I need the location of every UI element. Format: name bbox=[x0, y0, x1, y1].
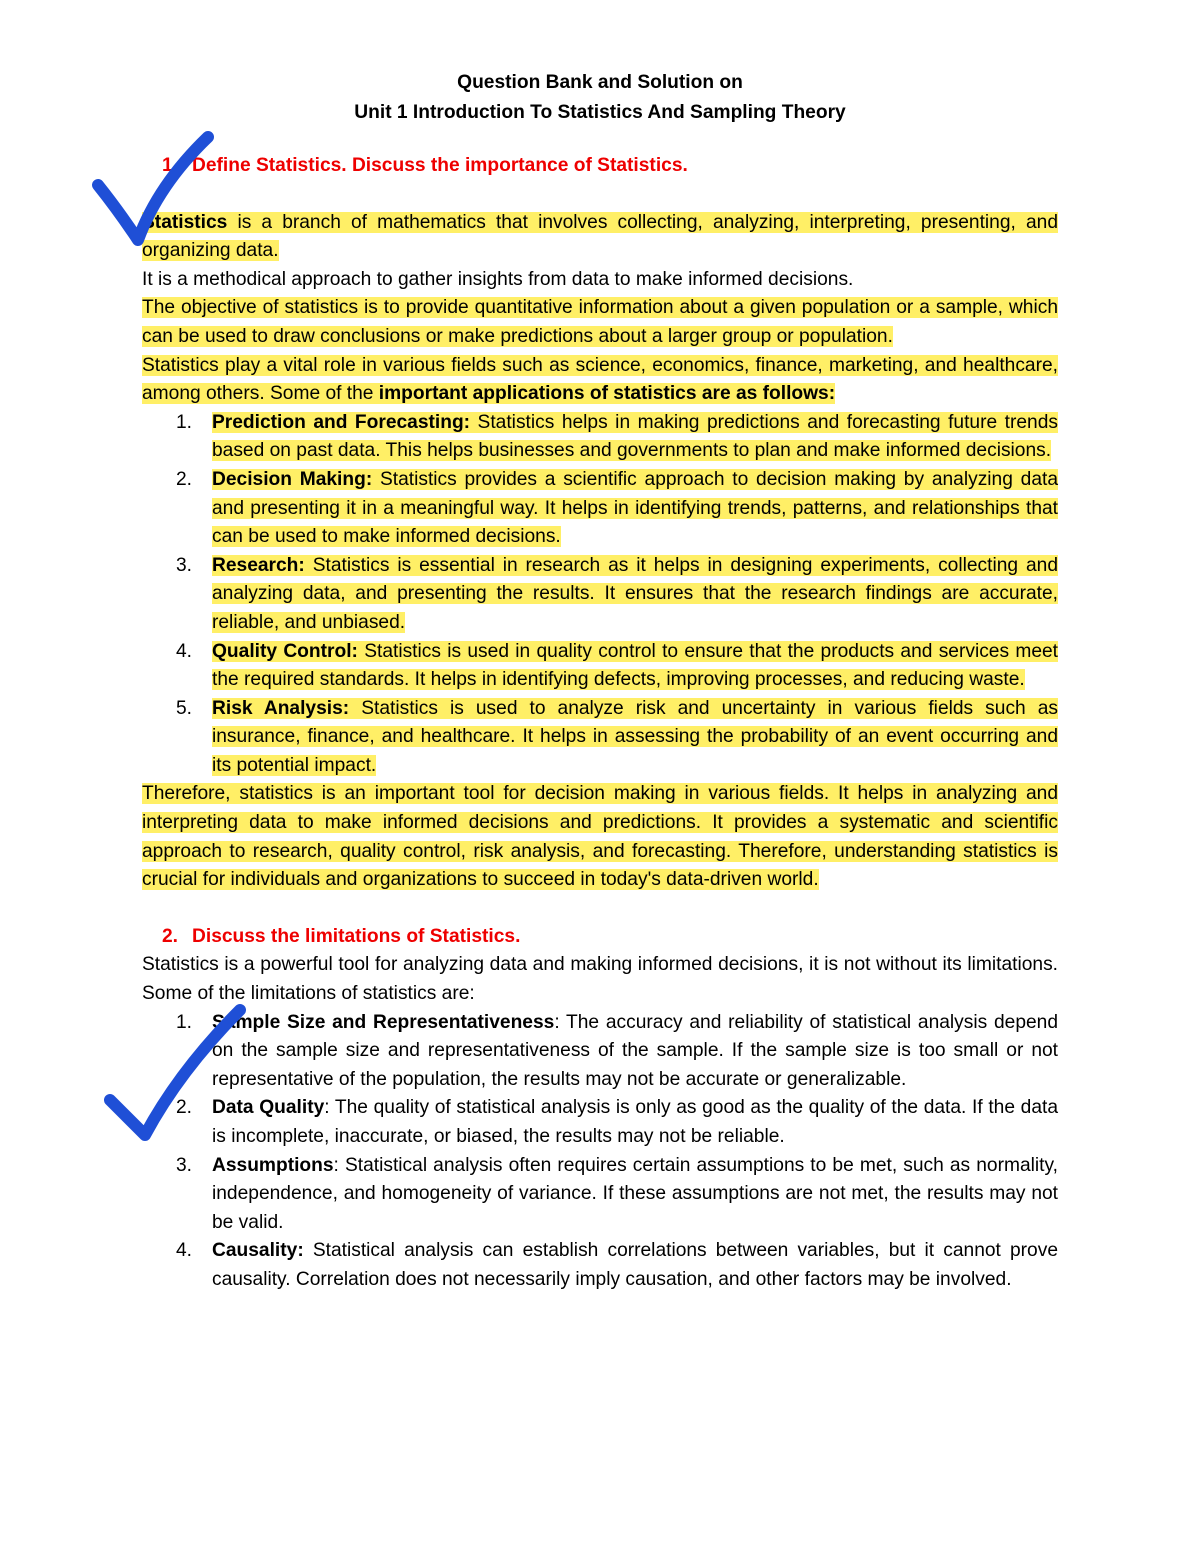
list-item bbox=[142, 1094, 1058, 1151]
list-item-title: Assumptions bbox=[212, 1154, 334, 1176]
definition-term: Statistics bbox=[142, 211, 228, 233]
applications-list bbox=[142, 409, 1058, 781]
question-1-number: 1. bbox=[162, 155, 179, 176]
list-item-number: 2. bbox=[176, 1097, 193, 1119]
objective-paragraph bbox=[142, 294, 1058, 351]
question-2-number: 2. bbox=[162, 925, 179, 947]
list-item-text: Statistical analysis can establish correlations between variables, but it cannot prove causality. Correlation does not necessarily imply causation, and other factors may be involved. bbox=[212, 1240, 1058, 1290]
question-2-text: Discuss the limitations of Statistics. bbox=[192, 925, 521, 947]
limitations-list bbox=[142, 1009, 1058, 1295]
list-item-title: Risk Analysis: bbox=[212, 697, 350, 719]
document-title-line2: Unit 1 Introduction To Statistics And Sampling Theory bbox=[354, 102, 846, 123]
approach-paragraph: It is a methodical approach to gather insights from data to make informed decisions. bbox=[142, 268, 854, 290]
definition-text: is a branch of mathematics that involves collecting, analyzing, interpreting, presenting, and organizing data. bbox=[142, 211, 1058, 262]
list-item bbox=[142, 409, 1058, 466]
list-item-number: 4. bbox=[176, 640, 193, 662]
document-title-line1: Question Bank and Solution on bbox=[457, 72, 743, 93]
applications-intro-bold: important applications of statistics are as follows: bbox=[378, 383, 836, 405]
definition-paragraph bbox=[142, 209, 1058, 266]
applications-intro-paragraph bbox=[142, 352, 1058, 409]
list-item-text: : Statistical analysis often requires certain assumptions to be met, such as normality, independence, and homogeneity of variance. If these assumptions are not met, the results may not be valid. bbox=[212, 1154, 1058, 1233]
document-body bbox=[142, 68, 1058, 1295]
list-item-text: Statistics is used in quality control to ensure that the products and services meet the required standards. It helps in identifying defects, improving processes, and reducing waste. bbox=[212, 640, 1058, 691]
question-1-text: Define Statistics. Discuss the importance of Statistics. bbox=[192, 155, 688, 176]
list-item-number: 1. bbox=[176, 411, 193, 433]
question-1-heading bbox=[142, 152, 1058, 181]
list-item bbox=[142, 638, 1058, 695]
list-item-title: Quality Control: bbox=[212, 640, 358, 662]
objective-text: The objective of statistics is to provide quantitative information about a given population or a sample, which can be used to draw conclusions or make predictions about a larger group or population. bbox=[142, 297, 1058, 347]
question-2-heading bbox=[142, 923, 1058, 952]
limitations-intro-paragraph: Statistics is a powerful tool for analyzing data and making informed decisions, it is not without its limitations. Some of the limitations of statistics are: bbox=[142, 954, 1058, 1005]
list-item-text: : The quality of statistical analysis is only as good as the quality of the data. If the data is incomplete, inaccurate, or biased, the results may not be reliable. bbox=[212, 1097, 1058, 1147]
list-item-title: Decision Making: bbox=[212, 468, 373, 490]
list-item-title: Research: bbox=[212, 554, 305, 576]
list-item-title: Causality: bbox=[212, 1240, 304, 1262]
list-item-text: : The accuracy and reliability of statistical analysis depend on the sample size and representativeness of the sample. If the sample size is too small or not representative of the population, the results may not be accurate or generalizable. bbox=[212, 1011, 1059, 1090]
checkmark-icon bbox=[100, 1000, 250, 1145]
conclusion-text: Therefore, statistics is an important tool for decision making in various fields. It helps in analyzing and interpreting data to make informed decisions and predictions. It provides a systematic and scientific approach to research, quality control, risk analysis, and forecasting. Therefore, understanding statistics is crucial for individuals and organizations to succeed in today's data-driven world. bbox=[142, 783, 1058, 891]
list-item-text: Statistics is essential in research as it helps in designing experiments, collecting and analyzing data, and presenting the results. It ensures that the research findings are accurate, reliable, and unbiased. bbox=[212, 554, 1058, 633]
list-item-title: Sample Size and Representativeness bbox=[212, 1011, 555, 1033]
list-item-title: Prediction and Forecasting: bbox=[212, 411, 471, 433]
list-item-text: Statistics is used to analyze risk and uncertainty in various fields such as insurance, finance, and healthcare. It helps in assessing the probability of an event occurring and its potential impact. bbox=[212, 697, 1058, 776]
list-item-number: 3. bbox=[176, 554, 193, 576]
conclusion-paragraph bbox=[142, 780, 1058, 894]
list-item bbox=[142, 1237, 1058, 1294]
checkmark-icon bbox=[88, 125, 218, 250]
applications-intro-text: Statistics play a vital role in various fields such as science, economics, finance, marketing, and healthcare, among others. Some of the bbox=[142, 354, 1058, 405]
list-item-text: Statistics provides a scientific approach to decision making by analyzing data and presenting it in a meaningful way. It helps in identifying trends, patterns, and relationships that can be used to make informed decisions. bbox=[212, 468, 1058, 548]
list-item-number: 1. bbox=[176, 1011, 193, 1033]
list-item-text: Statistics helps in making predictions and forecasting future trends based on past data. This helps businesses and governments to plan and make informed decisions. bbox=[212, 411, 1058, 462]
list-item-number: 4. bbox=[176, 1240, 193, 1262]
list-item-number: 5. bbox=[176, 697, 193, 719]
list-item bbox=[142, 466, 1058, 552]
list-item bbox=[142, 1152, 1058, 1238]
list-item bbox=[142, 552, 1058, 638]
list-item-title: Data Quality bbox=[212, 1097, 325, 1119]
list-item-number: 3. bbox=[176, 1154, 193, 1176]
list-item-number: 2. bbox=[176, 468, 193, 490]
list-item bbox=[142, 1009, 1058, 1095]
list-item bbox=[142, 695, 1058, 781]
